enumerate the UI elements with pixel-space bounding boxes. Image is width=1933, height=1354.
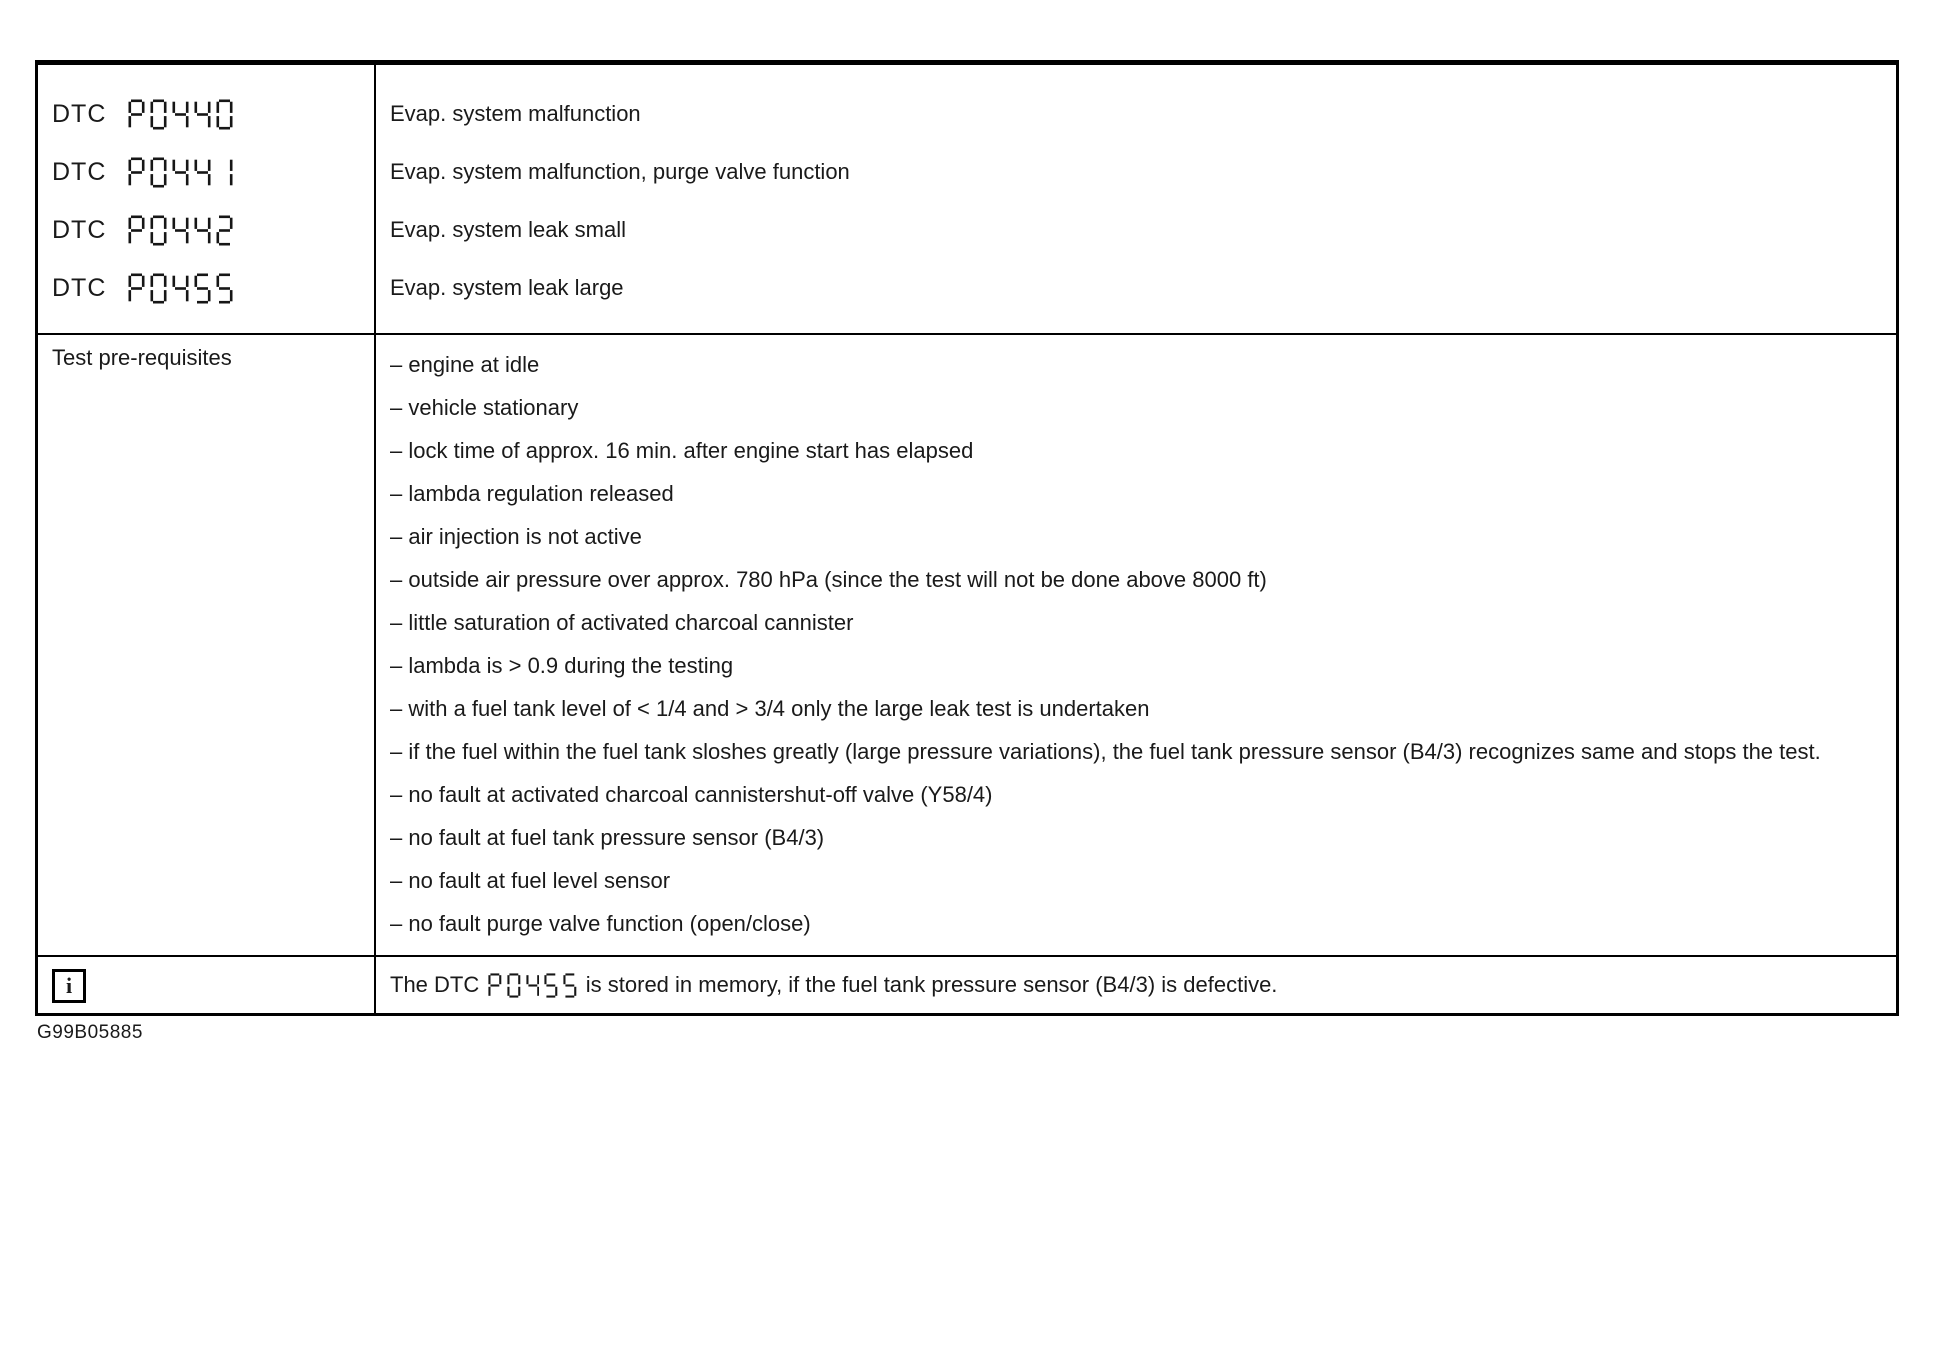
prerequisite-item: – lambda is > 0.9 during the testing — [390, 653, 734, 678]
prerequisite-item: – little saturation of activated charcoal cannister — [390, 610, 854, 635]
prerequisite-item: – no fault at fuel level sensor — [390, 868, 671, 893]
prerequisite-item: – no fault purge valve function (open/close) — [390, 911, 811, 936]
dtc-label: DTC — [52, 157, 107, 186]
dtc-code-lcd — [128, 99, 233, 130]
prerequisite-item: – outside air pressure over approx. 780 hPa (since the test will not be done above 8000 ft) — [390, 567, 1267, 592]
note-code-lcd — [488, 973, 577, 998]
dtc-description: Evap. system leak small — [390, 217, 626, 242]
dtc-table — [35, 60, 1899, 1016]
dtc-code-lcd — [128, 273, 233, 304]
dtc-description: Evap. system leak large — [390, 275, 624, 300]
dtc-code-column — [38, 65, 374, 333]
dtc-label: DTC — [52, 273, 107, 302]
prerequisite-item: – engine at idle — [390, 352, 540, 377]
prerequisite-item: – vehicle stationary — [390, 395, 579, 420]
note-text — [374, 955, 1896, 1013]
info-icon-glyph: i — [65, 973, 73, 998]
dtc-row — [52, 201, 364, 259]
prerequisite-item: – no fault at fuel tank pressure sensor (B4/3) — [390, 825, 825, 850]
dtc-row — [52, 259, 364, 317]
info-icon — [52, 969, 86, 1003]
prerequisites-list — [374, 333, 1896, 955]
note-text-suffix: is stored in memory, if the fuel tank pressure sensor (B4/3) is defective. — [585, 972, 1278, 997]
dtc-description: Evap. system malfunction, purge valve function — [390, 159, 850, 184]
prerequisite-item: – with a fuel tank level of < 1/4 and > 3/4 only the large leak test is undertaken — [390, 696, 1150, 721]
dtc-code-lcd — [128, 215, 233, 246]
dtc-description: Evap. system malfunction — [390, 101, 641, 126]
dtc-label: DTC — [52, 215, 107, 244]
dtc-code-lcd — [128, 157, 233, 188]
dtc-label: DTC — [52, 99, 107, 128]
note-text-prefix: The DTC — [390, 972, 480, 997]
prerequisite-item: – lambda regulation released — [390, 481, 674, 506]
prerequisite-item: – no fault at activated charcoal cannistershut-off valve (Y58/4) — [390, 782, 993, 807]
prerequisite-item: – lock time of approx. 16 min. after engine start has elapsed — [390, 438, 974, 463]
dtc-row — [52, 85, 364, 143]
prerequisite-item: – air injection is not active — [390, 524, 642, 549]
dtc-row — [52, 143, 364, 201]
prerequisites-label: Test pre-requisites — [38, 333, 374, 955]
prerequisite-item: – if the fuel within the fuel tank sloshes greatly (large pressure variations), the fuel tank pressure sensor (B4/3) recognizes same and stops the test. — [390, 739, 1821, 764]
dtc-description-column — [374, 65, 1896, 333]
note-icon-cell — [38, 955, 374, 1013]
figure-id: G99B05885 — [37, 1022, 143, 1043]
